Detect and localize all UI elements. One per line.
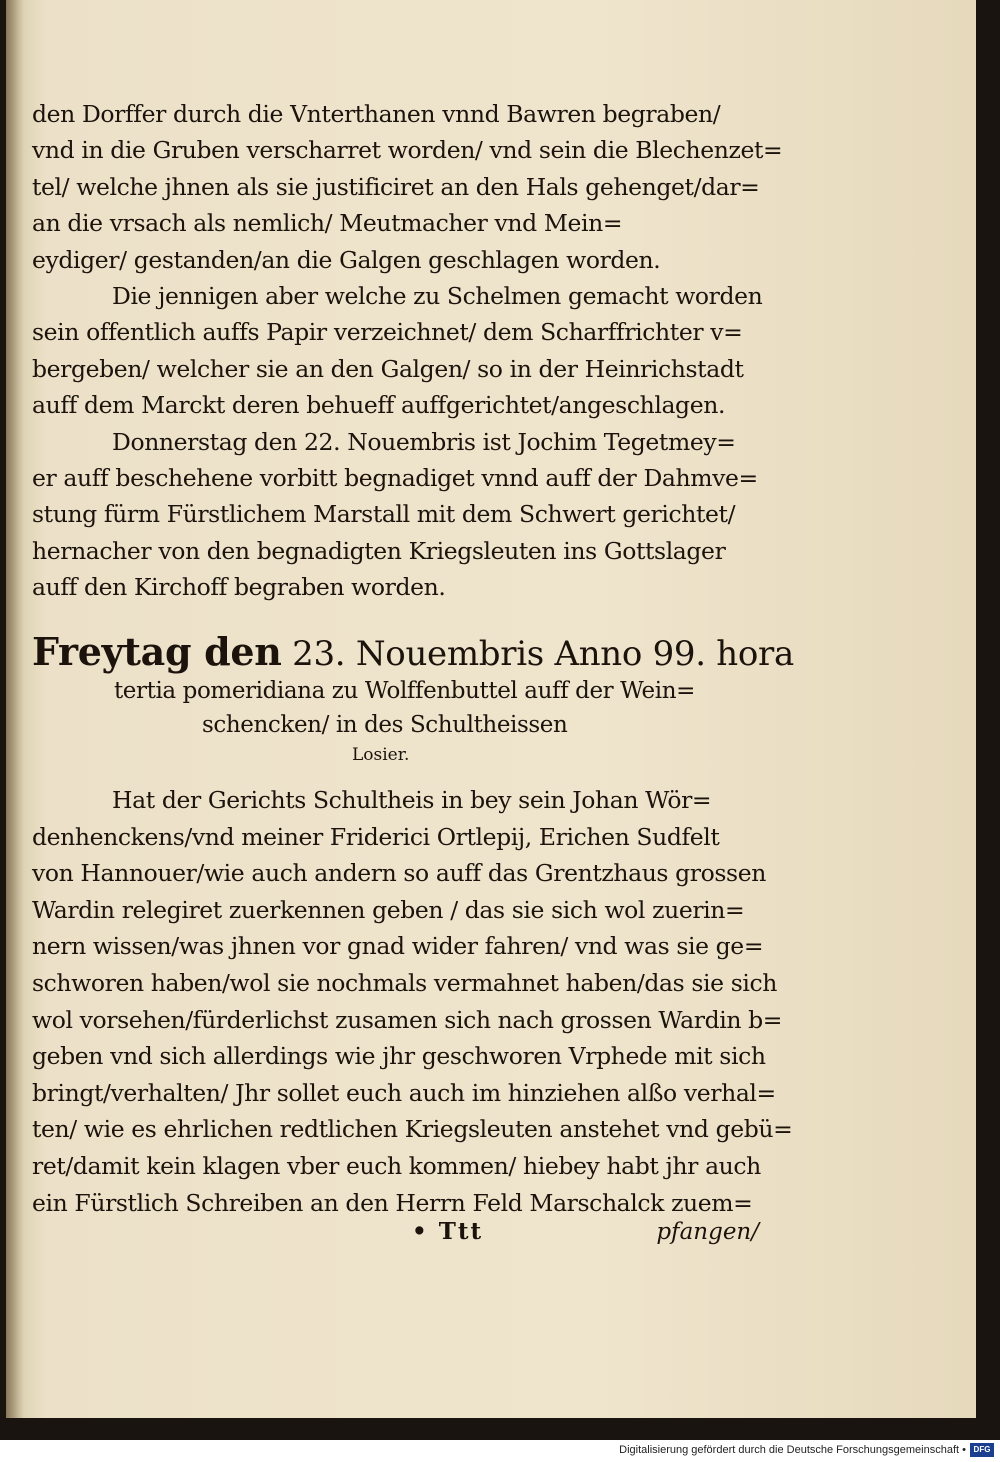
text-line: sein offentlich auffs Papir verzeichnet/ dem Scharffrichter v=: [32, 318, 743, 347]
text-line: eydiger/ gestanden/an die Galgen geschlagen worden.: [32, 245, 661, 274]
text-line: Hat der Gerichts Schultheis in bey sein Johan Wör=: [112, 786, 712, 814]
text-line: Donnerstag den 22. Nouembris ist Jochim Tegetmey=: [112, 427, 736, 456]
funding-bar: [0, 1440, 1000, 1462]
text-line: nern wissen/was jhnen vor gnad wider fahren/ vnd was sie ge=: [32, 932, 764, 961]
dfg-logo: DFG: [970, 1443, 994, 1457]
body-text-lower: [32, 782, 793, 1221]
text-line: wol vorsehen/fürderlichst zusamen sich nach grossen Wardin b=: [32, 1005, 783, 1034]
text-line: Wardin relegiret zuerkennen geben / das sie sich wol zuerin=: [32, 895, 745, 924]
text-line: schworen haben/wol sie nochmals vermahnet haben/das sie sich: [32, 968, 777, 997]
section-heading: [32, 629, 794, 768]
gutter-shadow: [6, 0, 24, 1418]
text-line: auff dem Marckt deren behueff auffgerichtet/angeschlagen.: [32, 391, 726, 420]
text-line: tel/ welche jhnen als sie justificiret an den Hals gehenget/dar=: [32, 172, 760, 201]
text-line: von Hannouer/wie auch andern so auff das Grentzhaus grossen: [32, 859, 766, 888]
text-line: er auff beschehene vorbitt begnadiget vnnd auff der Dahmve=: [32, 463, 758, 492]
heading-day: Freytag den: [32, 629, 282, 674]
text-line: bringt/verhalten/ Jhr sollet euch auch im hinziehen alßo verhal=: [32, 1078, 776, 1107]
text-line: Die jennigen aber welche zu Schelmen gemacht worden: [112, 281, 763, 310]
heading-date: 23. Nouembris Anno 99. hora: [281, 634, 794, 674]
text-line: ten/ wie es ehrlichen redtlichen Kriegsleuten anstehet vnd gebü=: [32, 1115, 793, 1144]
heading-line: tertia pomeridiana zu Wolffenbuttel auff der Wein=: [113, 678, 696, 704]
text-line: bergeben/ welcher sie an den Galgen/ so in der Heinrichstadt: [32, 354, 744, 383]
text-line: an die vrsach als nemlich/ Meutmacher vnd Mein=: [32, 209, 623, 238]
page-footer: [32, 1214, 777, 1250]
catchword: pfangen/: [656, 1219, 759, 1245]
text-line: den Dorffer durch die Vnterthanen vnnd Bawren begraben/: [32, 100, 721, 128]
heading-line: Losier.: [352, 745, 410, 765]
text-line: hernacher von den begnadigten Kriegsleuten ins Gottslager: [32, 536, 726, 565]
text-line: denhenckens/vnd meiner Friderici Ortlepij, Erichen Sudfelt: [32, 822, 720, 851]
text-line: ret/damit kein klagen vber euch kommen/ hiebey habt jhr auch: [32, 1151, 761, 1180]
heading-line: schencken/ in des Schultheissen: [202, 712, 568, 738]
text-line: ein Fürstlich Schreiben an den Herrn Feld Marschalck zuem=: [32, 1188, 753, 1217]
signature-mark: • Ttt: [412, 1218, 484, 1245]
text-line: auff den Kirchoff begraben worden.: [32, 573, 446, 602]
funding-notice: Digitalisierung gefördert durch die Deutsche Forschungsgemeinschaft •: [619, 1444, 966, 1456]
body-text-upper: [32, 96, 783, 605]
text-line: stung fürm Fürstlichem Marstall mit dem Schwert gerichtet/: [32, 500, 736, 529]
text-line: vnd in die Gruben verscharret worden/ vnd sein die Blechenzet=: [32, 136, 783, 165]
text-line: geben vnd sich allerdings wie jhr geschworen Vrphede mit sich: [32, 1042, 766, 1071]
heading-line: [32, 629, 794, 674]
